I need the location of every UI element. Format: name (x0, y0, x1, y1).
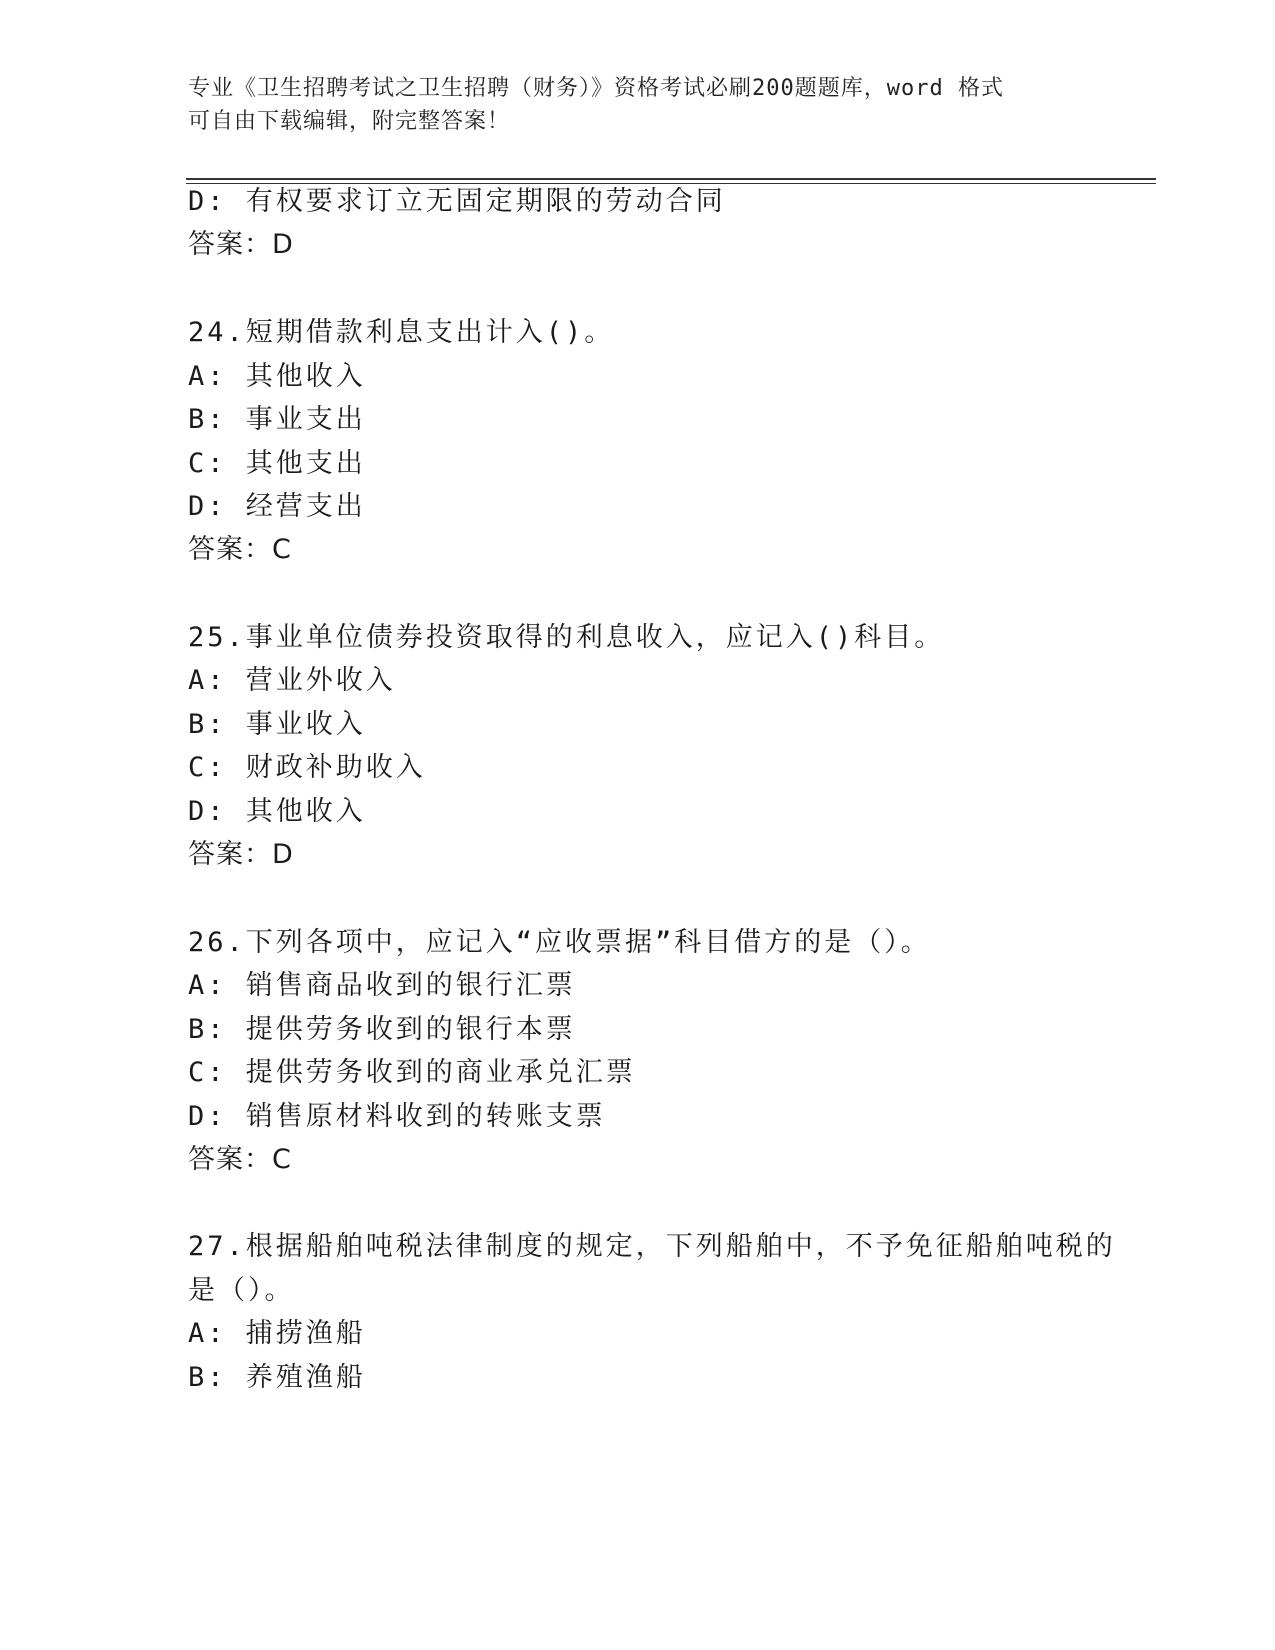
q24-answer: 答案：C (188, 534, 292, 565)
q26-answer: 答案：C (188, 1144, 292, 1175)
q25-option-c: C: 财政补助收入 (188, 752, 426, 783)
q26-option-c: C: 提供劳务收到的商业承兑汇票 (188, 1057, 636, 1088)
q24-option-d: D: 经营支出 (188, 491, 366, 522)
q27-option-b: B: 养殖渔船 (188, 1362, 366, 1393)
document-header (188, 72, 1088, 138)
header-title-line-2: 可自由下载编辑，附完整答案！ (188, 109, 511, 134)
q25-option-a: A: 营业外收入 (188, 665, 396, 696)
q24-question: 24.短期借款利息支出计入()。 (188, 317, 615, 348)
q26-option-b: B: 提供劳务收到的银行本票 (188, 1014, 576, 1045)
q24-option-a: A: 其他收入 (188, 361, 366, 392)
q27-question-line-2: 是（）。 (188, 1275, 295, 1306)
q23-answer: 答案：D (188, 229, 294, 260)
header-title-line-1: 专业《卫生招聘考试之卫生招聘（财务）》资格考试必刷200题题库，word 格式 (188, 76, 1004, 101)
q25-answer: 答案：D (188, 839, 294, 870)
q27-question-line-1: 27.根据船舶吨税法律制度的规定，下列船舶中，不予免征船舶吨税的 (188, 1231, 1116, 1262)
q27-option-a: A: 捕捞渔船 (188, 1318, 366, 1349)
q24-option-c: C: 其他支出 (188, 448, 366, 479)
q25-question: 25.事业单位债券投资取得的利息收入，应记入()科目。 (188, 622, 945, 653)
q24-option-b: B: 事业支出 (188, 404, 366, 435)
header-divider-thick (186, 178, 1156, 180)
q23-option-d: D: 有权要求订立无固定期限的劳动合同 (188, 186, 726, 217)
q25-option-d: D: 其他收入 (188, 796, 366, 827)
q26-question: 26.下列各项中，应记入“应收票据”科目借方的是（）。 (188, 927, 931, 958)
q26-option-a: A: 销售商品收到的银行汇票 (188, 970, 576, 1001)
q25-option-b: B: 事业收入 (188, 709, 366, 740)
q26-option-d: D: 销售原材料收到的转账支票 (188, 1101, 606, 1132)
